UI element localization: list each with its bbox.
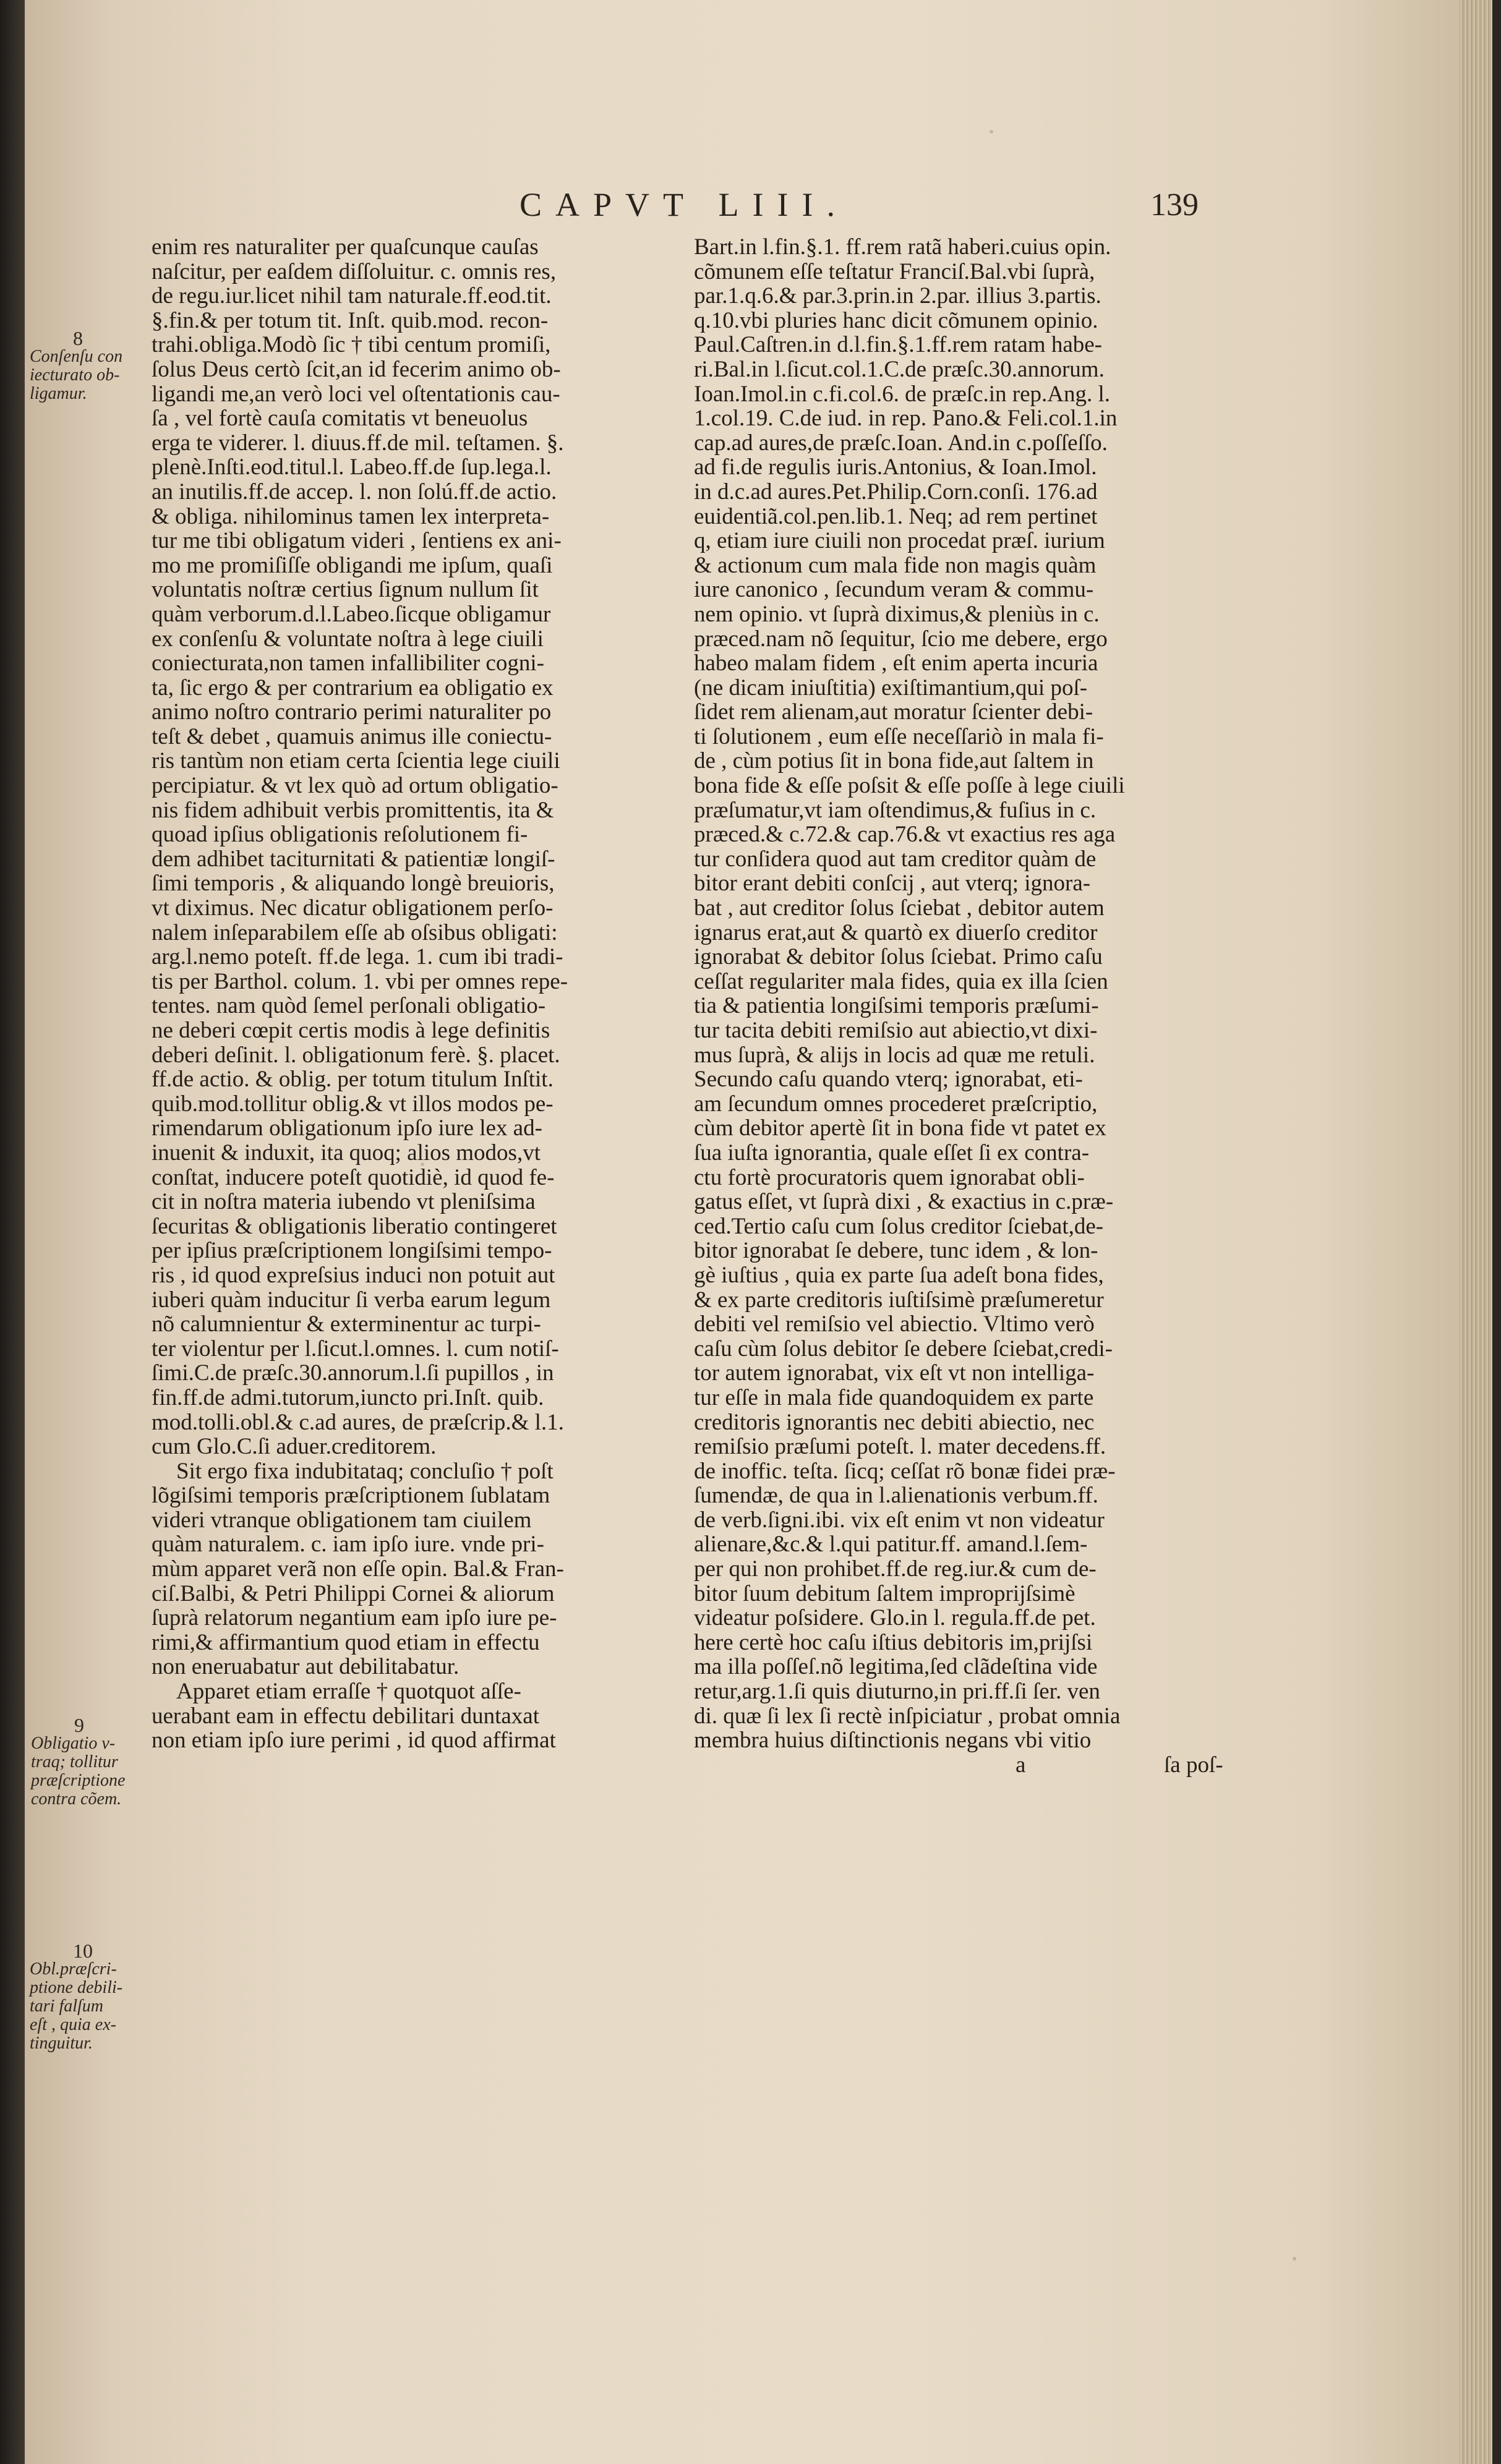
text-line: de verb.ſigni.ibi. vix eſt enim vt non videatur	[694, 1507, 1105, 1533]
text-line: Secundo caſu quando vterq; ignorabat, eti-	[694, 1067, 1083, 1093]
text-line: ignorabat & debitor ſolus ſciebat. Primo caſu	[694, 944, 1103, 970]
text-line: gè iuſtius , quia ex parte ſua adeſt bona fides,	[694, 1262, 1104, 1288]
text-line: percipiatur. & vt lex quò ad ortum obligatio-	[152, 773, 558, 799]
margin-note-line: traq; tollitur	[31, 1752, 118, 1771]
text-line: quàm verborum.d.l.Labeo.ſicque obligamur	[152, 601, 551, 627]
text-line: de , cùm potius ſit in bona fide,aut ſaltem in	[694, 748, 1094, 774]
page-edges	[1460, 0, 1501, 2464]
text-line: in d.c.ad aures.Pet.Philip.Corn.conſi. 176.ad	[694, 479, 1098, 505]
chapter-title: CAPVT LIII.	[520, 186, 849, 223]
margin-note-number: 9	[74, 1714, 84, 1736]
text-line: 1.col.19. C.de iud. in rep. Pano.& Feli.col.1.in	[694, 406, 1118, 432]
text-line: de regu.iur.licet nihil tam naturale.ff.eod.tit.	[152, 283, 552, 309]
text-line: & actionum cum mala fide non magis quàm	[694, 552, 1097, 578]
text-line: præſumatur,vt iam oſtendimus,& fuſius in c.	[694, 797, 1097, 823]
text-line: rimi,& affirmantium quod etiam in effectu	[152, 1629, 540, 1655]
paper-speck	[990, 130, 993, 134]
text-line: di. quæ ſi lex ſi rectè inſpiciatur , probat omnia	[694, 1703, 1121, 1729]
text-line: & ex parte creditoris iuſtiſsimè præſumeretur	[694, 1287, 1104, 1313]
right-text-column	[694, 235, 1251, 1778]
text-line: ad fi.de regulis iuris.Antonius, & Ioan.Imol.	[694, 454, 1097, 480]
margin-note-10	[30, 1942, 122, 2053]
text-line: trahi.obliga.Modò ſic † tibi centum promiſi,	[152, 332, 551, 358]
text-line: membra huius diſtinctionis negans vbi vitio	[694, 1728, 1092, 1754]
text-line: here certè hoc caſu iſtius debitoris im,prijſsi	[694, 1629, 1093, 1655]
margin-note-number: 8	[73, 327, 83, 349]
text-line: quàm naturalem. c. iam ipſo iure. vnde pri-	[152, 1532, 544, 1558]
text-line: ignarus erat,aut & quartò ex diuerſo creditor	[694, 919, 1098, 945]
text-line: uerabant eam in effectu debilitari duntaxat	[152, 1703, 540, 1729]
text-line: ſolus Deus certò ſcit,an id fecerim animo ob-	[152, 356, 561, 382]
text-line: deberi deſinit. l. obligationum ferè. §. placet.	[152, 1042, 560, 1068]
text-line: non etiam ipſo iure perimi , id quod affirmat	[152, 1728, 556, 1754]
text-line: ced.Tertio caſu cum ſolus creditor ſciebat,de-	[694, 1213, 1104, 1239]
text-line: tur eſſe in mala fide quandoquidem ex parte	[694, 1384, 1094, 1410]
text-line: mùm apparet verã non eſſe opin. Bal.& Fran-	[152, 1556, 564, 1582]
text-line: mo me promiſiſſe obligandi me ipſum, quaſi	[152, 552, 553, 578]
text-line: alienare,&c.& l.qui patitur.ff. amand.l.ſem-	[694, 1532, 1088, 1558]
text-line: cõmunem eſſe teſtatur Franciſ.Bal.vbi ſuprà,	[694, 258, 1095, 284]
page-number: 139	[1150, 187, 1199, 223]
margin-note-line: iecturato ob-	[30, 365, 120, 385]
text-line: plenè.Inſti.eod.titul.l. Labeo.ff.de ſup.lega.l.	[152, 454, 552, 480]
text-line: voluntatis noſtræ certius ſignum nullum ſit	[152, 577, 539, 603]
text-line: lõgiſsimi temporis præſcriptionem ſublatam	[152, 1483, 550, 1509]
text-line: cit in noſtra materia iubendo vt pleniſsima	[152, 1189, 536, 1215]
text-line: §.fin.& per totum tit. Inſt. quib.mod. recon-	[152, 307, 549, 333]
text-line: cùm debitor apertè ſit in bona fide vt patet ex	[694, 1115, 1106, 1141]
margin-note-line: Conſenſu con	[30, 347, 123, 366]
paper-speck	[421, 1162, 424, 1166]
text-line: bona fide & eſſe poſsit & eſſe poſſe à lege ciuili	[694, 773, 1125, 799]
text-line: erga te viderer. l. diuus.ff.de mil. teſtamen. §.	[152, 430, 564, 456]
text-line: videri vtranque obligationem tam ciuilem	[152, 1507, 532, 1533]
text-line: ſa , vel fortè cauſa comitatis vt beneuolus	[152, 406, 528, 432]
text-line: & obliga. nihilominus tamen lex interpreta-	[152, 503, 550, 529]
text-line: debiti vel remiſsio vel abiectio. Vltimo verò	[694, 1311, 1095, 1337]
text-line: tur conſidera quod aut tam creditor quàm de	[694, 846, 1097, 872]
text-line: (ne dicam iniuſtitia) exiſtimantium,qui poſ-	[694, 675, 1088, 701]
text-line: tor autem ignorabat, vix eſt vt non intelliga-	[694, 1360, 1095, 1386]
text-line: præced.& c.72.& cap.76.& vt exactius res aga	[694, 822, 1116, 848]
text-line: Ioan.Imol.in c.fi.col.6. de præſc.in rep.Ang. l.	[694, 381, 1111, 407]
text-line: creditoris ignorantis nec debiti abiectio, nec	[694, 1409, 1095, 1435]
text-line: ff.de actio. & oblig. per totum titulum Inſtit.	[152, 1067, 554, 1093]
text-line: ſimi temporis , & aliquando longè breuioris,	[152, 871, 555, 897]
text-line: bitor ſuum debitum ſaltem improprijſsimè	[694, 1580, 1076, 1606]
text-line: habeo malam fidem , eſt enim aperta incuria	[694, 650, 1098, 676]
text-line: fin.ff.de admi.tutorum,iuncto pri.Inſt. quib.	[152, 1384, 544, 1410]
text-line: Bart.in l.fin.§.1. ff.rem ratã haberi.cuius opin.	[694, 234, 1111, 260]
text-line: coniecturata,non tamen infallibiliter cogni-	[152, 650, 544, 676]
text-line: euidentiã.col.pen.lib.1. Neq; ad rem pertinet	[694, 503, 1098, 529]
text-line: caſu cùm ſolus debitor ſe debere ſciebat,credi-	[694, 1336, 1113, 1362]
text-line: tia & patientia longiſsimi temporis præſumi-	[694, 993, 1099, 1019]
left-text-column	[152, 235, 665, 1753]
text-line: q, etiam iure ciuili non procedat præſ. iurium	[694, 528, 1105, 554]
text-line: ceſſat regulariter mala fides, quia ex illa ſcien	[694, 968, 1108, 994]
text-line: nõ calumnientur & exterminentur ac turpi-	[152, 1311, 541, 1337]
text-line: mod.tolli.obl.& c.ad aures, de præſcrip.& l.1.	[152, 1409, 564, 1435]
text-line: an inutilis.ff.de accep. l. non ſolú.ff.de actio.	[152, 479, 557, 505]
text-line: bat , aut creditor ſolus ſciebat , debitor autem	[694, 895, 1105, 921]
text-line: tentes. nam quòd ſemel perſonali obligatio-	[152, 993, 546, 1019]
text-line: ſua iuſta ignorantia, quale eſſet ſi ex contra-	[694, 1140, 1090, 1166]
text-line: de inoffic. teſta. ſicq; ceſſat rõ bonæ fidei præ-	[694, 1458, 1116, 1484]
paper-speck	[1293, 2257, 1296, 2261]
text-line: ſidet rem alienam,aut moratur ſcienter debi-	[694, 699, 1093, 725]
text-line: am ſecundum omnes procederet præſcriptio,	[694, 1091, 1098, 1117]
text-line: ſimi.C.de præſc.30.annorum.l.ſi pupillos , in	[152, 1360, 554, 1386]
text-line: per qui non prohibet.ff.de reg.iur.& cum de-	[694, 1556, 1097, 1582]
text-line: vt diximus. Nec dicatur obligationem perſo-	[152, 895, 554, 921]
text-line: par.1.q.6.& par.3.prin.in 2.par. illius 3.partis.	[694, 283, 1101, 309]
margin-note-line: Obl.præſcri-	[30, 1959, 117, 1979]
text-line: naſcitur, per eaſdem diſſoluitur. c. omnis res,	[152, 258, 557, 284]
text-line: præced.nam nõ ſequitur, ſcio me debere, ergo	[694, 626, 1108, 652]
text-line: per ipſius præſcriptionem longiſsimi tempo-	[152, 1238, 552, 1264]
margin-note-8	[30, 329, 122, 403]
text-line: q.10.vbi pluries hanc dicit cõmunem opinio.	[694, 307, 1098, 333]
text-line: bitor erant debiti conſcij , aut vterq; ignora-	[694, 871, 1091, 897]
text-line: conſtat, inducere poteſt quotidiè, id quod fe-	[152, 1164, 555, 1190]
text-line: videatur poſsidere. Glo.in l. regula.ff.de pet.	[694, 1605, 1096, 1631]
text-line: remiſsio præſumi poteſt. l. mater decedens.ff.	[694, 1434, 1106, 1460]
text-line: dem adhibet taciturnitati & patientiæ longiſ-	[152, 846, 555, 872]
text-line: mus ſuprà, & alijs in locis ad quæ me retuli.	[694, 1042, 1095, 1068]
text-line: bitor ignorabat ſe debere, tunc idem , & lon-	[694, 1238, 1098, 1264]
text-line: retur,arg.1.ſi quis diuturno,in pri.ff.ſi ſer. ven	[694, 1679, 1100, 1705]
text-line: ligandi me,an verò loci vel oſtentationis cau-	[152, 381, 560, 407]
text-line: ti ſolutionem , eum eſſe neceſſariò in mala fi-	[694, 723, 1104, 749]
text-line: quib.mod.tollitur oblig.& vt illos modos pe-	[152, 1091, 554, 1117]
text-line: tur me tibi obligatum videri , ſentiens ex ani-	[152, 528, 562, 554]
text-line: Apparet etiam erraſſe † quotquot aſſe-	[176, 1679, 521, 1705]
book-page	[25, 0, 1460, 2464]
text-line: ſecuritas & obligationis liberatio contingeret	[152, 1213, 557, 1239]
text-line: inuenit & induxit, ita quoq; alios modos,vt	[152, 1140, 541, 1166]
text-line: nem opinio. vt ſuprà diximus,& pleniùs in c.	[694, 601, 1100, 627]
text-line: gatus eſſet, vt ſuprà dixi , & exactius in c.præ-	[694, 1189, 1114, 1215]
text-line: ter violentur per l.ſicut.l.omnes. l. cum notiſ-	[152, 1336, 559, 1362]
text-line: iure canonico , ſecundum veram & commu-	[694, 577, 1094, 603]
text-line: quoad ipſius obligationis reſolutionem fi-	[152, 822, 528, 848]
text-line: ſumendæ, de qua in l.alienationis verbum.ff.	[694, 1483, 1098, 1509]
text-line: enim res naturaliter per quaſcunque cauſas	[152, 234, 539, 260]
text-line: ex conſenſu & voluntate noſtra à lege ciuili	[152, 626, 544, 652]
margin-note-line: eſt , quia ex-	[30, 2015, 116, 2034]
text-line: ri.Bal.in l.ſicut.col.1.C.de præſc.30.annorum.	[694, 356, 1105, 382]
catchword-row	[694, 1753, 1251, 1778]
margin-note-9	[31, 1716, 125, 1809]
text-line: Sit ergo fixa indubitataq; concluſio † poſt	[176, 1458, 554, 1484]
margin-note-line: ptione debili-	[30, 1978, 123, 1997]
text-line: ne deberi cœpit certis modis à lege definitis	[152, 1018, 550, 1043]
margin-note-line: præſcriptione	[31, 1771, 126, 1790]
running-head	[25, 185, 1460, 229]
catchword: ſa poſ-	[1164, 1752, 1223, 1778]
text-line: cap.ad aures,de præſc.Ioan. And.in c.poſſeſſo.	[694, 430, 1108, 456]
text-line: ris , id quod expreſsius induci non potuit aut	[152, 1262, 555, 1288]
text-line: ta, ſic ergo & per contrarium ea obligatio ex	[152, 675, 554, 701]
text-line: rimendarum obligationum ipſo iure lex ad-	[152, 1115, 542, 1141]
text-line: non eneruabatur aut debilitabatur.	[152, 1654, 460, 1680]
margin-note-line: tari falſum	[30, 1997, 104, 2016]
text-line: ctu fortè procuratoris quem ignorabat obli-	[694, 1164, 1085, 1190]
text-line: ſuprà relatorum negantium eam ipſo iure pe-	[152, 1605, 557, 1631]
text-line: nis fidem adhibuit verbis promittentis, ita &	[152, 797, 554, 823]
margin-note-line: Obligatio v-	[31, 1734, 116, 1753]
margin-note-line: ligamur.	[30, 384, 87, 403]
text-line: ma illa poſſeſ.nõ legitima,ſed clãdeſtina vide	[694, 1654, 1098, 1680]
margin-note-line: contra cõem.	[31, 1789, 122, 1809]
text-line: nalem inſeparabilem eſſe ab oſsibus obligati:	[152, 919, 558, 945]
signature-mark: a	[1016, 1752, 1026, 1778]
text-line: teſt & debet , quamuis animus ille coniectu-	[152, 723, 552, 749]
text-line: ciſ.Balbi, & Petri Philippi Cornei & aliorum	[152, 1580, 555, 1606]
margin-note-number: 10	[73, 1940, 93, 1962]
text-line: cum Glo.C.ſi aduer.creditorem.	[152, 1434, 437, 1460]
text-line: tis per Barthol. colum. 1. vbi per omnes repe-	[152, 968, 568, 994]
text-line: iuberi quàm inducitur ſi verba earum legum	[152, 1287, 551, 1313]
text-line: animo noſtro contrario perimi naturaliter po	[152, 699, 552, 725]
text-line: tur tacita debiti remiſsio aut abiectio,vt dixi-	[694, 1018, 1098, 1043]
text-line: ris tantùm non etiam certa ſcientia lege ciuili	[152, 748, 560, 774]
text-line: arg.l.nemo poteſt. ff.de lega. 1. cum ibi tradi-	[152, 944, 563, 970]
margin-note-line: tinguitur.	[30, 2034, 93, 2053]
text-line: Paul.Caſtren.in d.l.fin.§.1.ff.rem ratam habe-	[694, 332, 1102, 358]
